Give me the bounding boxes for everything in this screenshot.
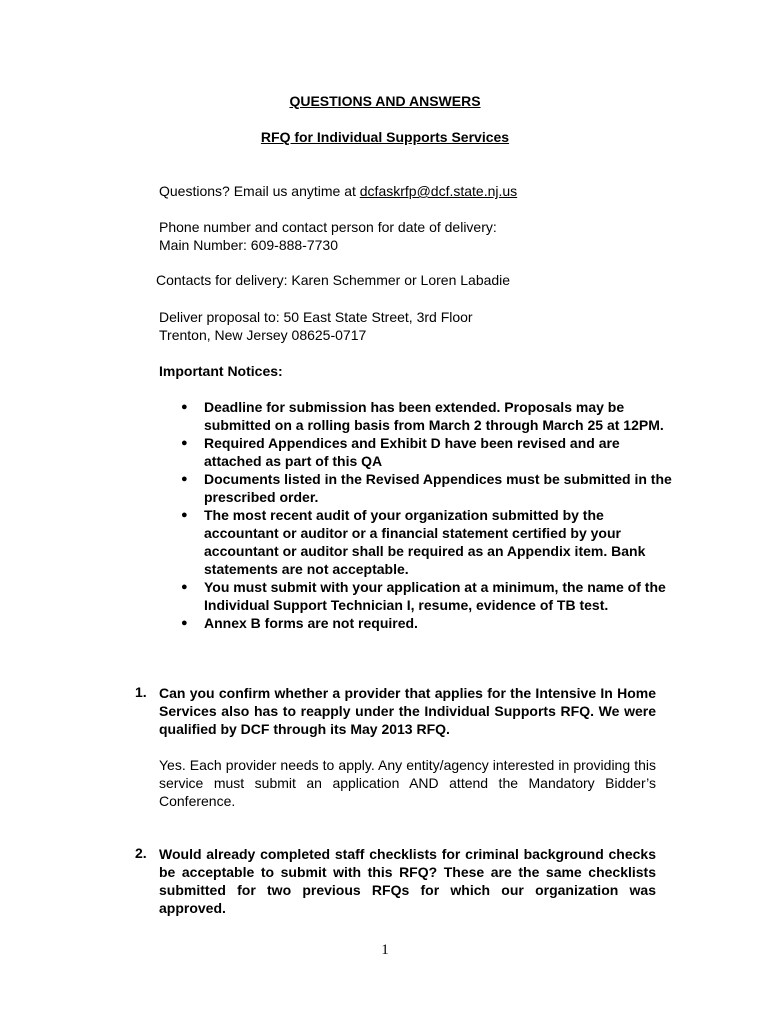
notices-list bbox=[181, 398, 681, 632]
notice-text: The most recent audit of your organization submitted by the accountant or auditor or a financial statement certified by your accountant or auditor shall be required as an Appendix item. Bank statements are not acceptable. bbox=[204, 507, 646, 577]
bullet-icon: ● bbox=[181, 437, 188, 449]
notice-text: Required Appendices and Exhibit D have been revised and are attached as part of this QA bbox=[204, 435, 620, 469]
list-item bbox=[181, 470, 681, 506]
notice-text: Annex B forms are not required. bbox=[204, 615, 418, 631]
bullet-icon: ● bbox=[181, 473, 188, 485]
list-item bbox=[181, 398, 681, 434]
bullet-icon: ● bbox=[181, 401, 188, 413]
phone-heading: Phone number and contact person for date of delivery: bbox=[159, 219, 497, 235]
notices-heading: Important Notices: bbox=[159, 363, 283, 379]
list-item bbox=[181, 506, 681, 578]
notice-text: Documents listed in the Revised Appendices must be submitted in the prescribed order. bbox=[204, 471, 672, 505]
notice-text: Deadline for submission has been extended. Proposals may be submitted on a rolling basis from March 2 through March 25 at 12PM. bbox=[204, 399, 664, 433]
question-1-number: 1. bbox=[135, 684, 147, 700]
deliver-address-line2: Trenton, New Jersey 08625-0717 bbox=[159, 327, 367, 343]
list-item bbox=[181, 578, 681, 614]
list-item bbox=[181, 614, 681, 632]
notice-text: You must submit with your application at a minimum, the name of the Individual Support Technician I, resume, evidence of TB test. bbox=[204, 579, 666, 613]
main-number: Main Number: 609-888-7730 bbox=[159, 237, 338, 253]
delivery-contacts: Contacts for delivery: Karen Schemmer or Loren Labadie bbox=[156, 272, 511, 288]
bullet-icon: ● bbox=[181, 617, 188, 629]
questions-prefix: Questions? Email us anytime at bbox=[159, 183, 360, 199]
bullet-icon: ● bbox=[181, 581, 188, 593]
list-item bbox=[181, 434, 681, 470]
question-1-text: Can you confirm whether a provider that applies for the Intensive In Home Services also has to reapply under the Individual Supports RFQ. We were qualified by DCF through its May 2013 RFQ. bbox=[159, 685, 656, 737]
page-number: 1 bbox=[381, 942, 389, 958]
questions-email-line bbox=[159, 183, 517, 199]
question-2-number: 2. bbox=[135, 845, 147, 861]
page-subtitle: RFQ for Individual Supports Services bbox=[260, 129, 510, 145]
question-2-text: Would already completed staff checklists for criminal background checks be acceptable to submit with this RFQ? These are the same checklists submitted for two previous RFQs for which our organization was approved. bbox=[159, 846, 656, 916]
bullet-icon: ● bbox=[181, 509, 188, 521]
page-title: QUESTIONS AND ANSWERS bbox=[289, 93, 481, 109]
answer-1-text: Yes. Each provider needs to apply. Any entity/agency interested in providing this service must submit an application AND attend the Mandatory Bidder’s Conference. bbox=[159, 757, 656, 809]
email-link[interactable]: dcfaskrfp@dcf.state.nj.us bbox=[359, 183, 518, 199]
deliver-address-line1: Deliver proposal to: 50 East State Street, 3rd Floor bbox=[159, 309, 473, 325]
